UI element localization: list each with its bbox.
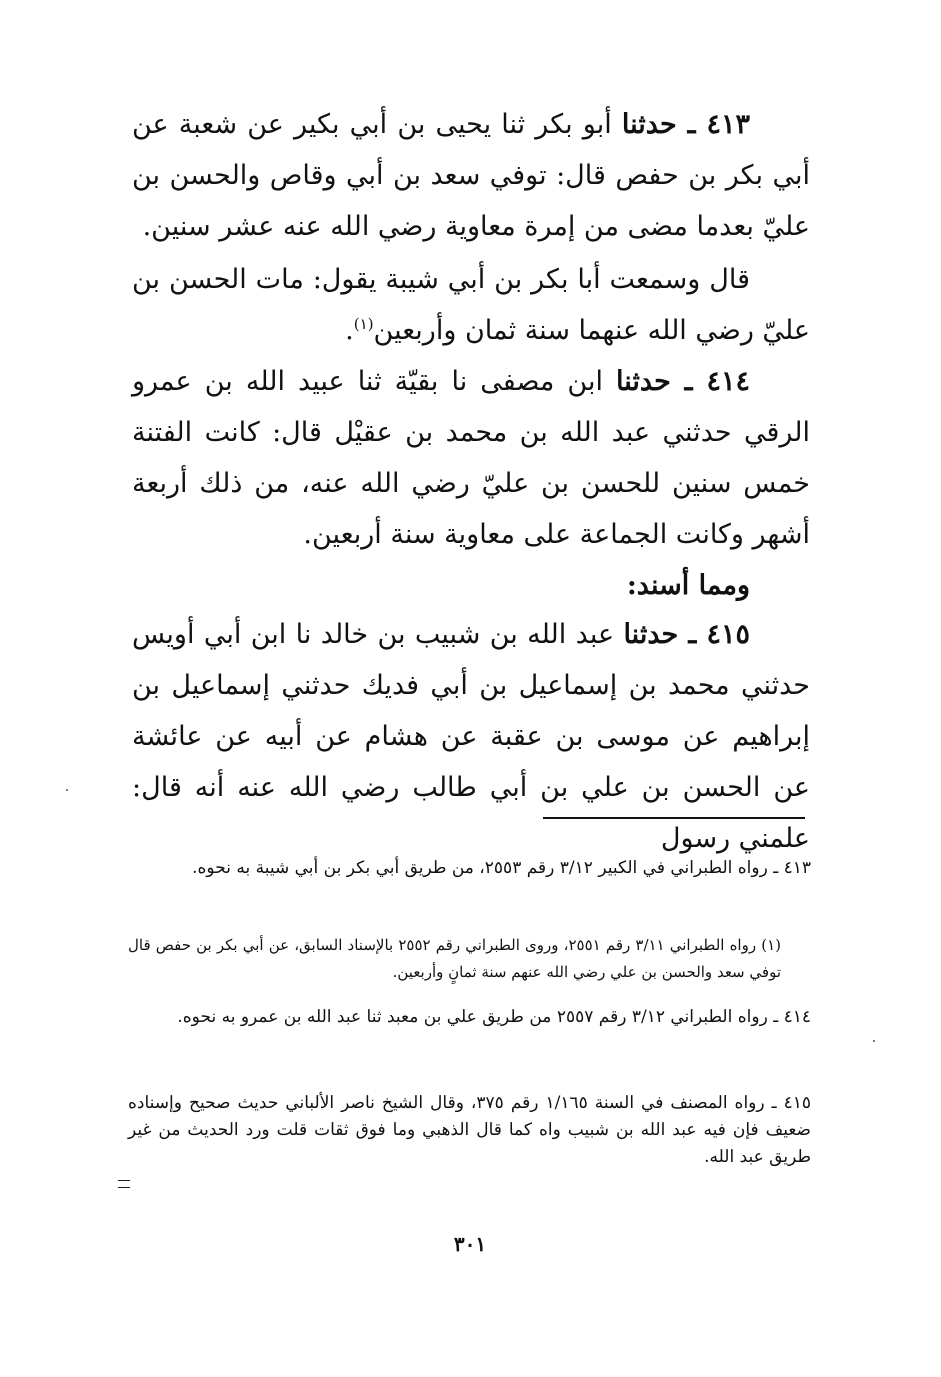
footnote-text: ٤١٤ ـ رواه الطبراني ٣/١٢ رقم ٢٥٥٧ من طريق علي بن معبد ثنا عبد الله بن عمرو به نحوه. <box>177 1007 811 1027</box>
footnote-separator <box>543 817 805 819</box>
footnote-text: (١) رواه الطبراني ٣/١١ رقم ٢٥٥١، وروى الطبراني رقم ٢٥٥٢ بالإسناد السابق، عن أبي بكر بن حفص قال توفي سعد والحسن بن علي رضي الله عنهم سنة ثمانٍ وأربعين. <box>128 936 781 981</box>
main-text <box>132 99 810 252</box>
scan-speck <box>66 789 68 791</box>
footnote-414 <box>128 1004 811 1031</box>
page-number: ٣٠١ <box>453 1232 487 1256</box>
main-text-2 <box>132 254 810 356</box>
scan-speck <box>873 1040 875 1042</box>
quote-paragraph <box>132 254 810 356</box>
section-heading: ومما أسند: <box>626 570 750 601</box>
hadith-number: ٤١٤ ـ حدثنا <box>616 366 750 397</box>
quote-end: . <box>345 315 354 346</box>
footnote-text: ٤١٣ ـ رواه الطبراني في الكبير ٣/١٢ رقم ٢٥٥٣، من طريق أبي بكر بن أبي شيبة به نحوه. <box>192 858 811 878</box>
footnote-marker: (١) <box>353 315 374 333</box>
quote-text: قال وسمعت أبا بكر بن أبي شيبة يقول: مات الحسن بن عليّ رضي الله عنهما سنة ثمان وأربعين <box>132 264 810 346</box>
hadith-number: ٤١٥ ـ حدثنا <box>623 619 751 650</box>
footnote-1 <box>128 932 811 986</box>
hadith-text: أبو بكر ثنا يحيى بن أبي بكير عن شعبة عن أبي بكر بن حفص قال: توفي سعد بن أبي وقاص والحسن بن عليّ بعدما مضى من إمرة معاوية رضي الله عنه عشر سنين. <box>132 109 810 242</box>
hadith-415 <box>132 609 810 864</box>
main-text-3 <box>132 356 810 611</box>
margin-mark <box>118 1180 130 1188</box>
hadith-414 <box>132 356 810 560</box>
main-text-4 <box>132 609 810 864</box>
hadith-text: عبد الله بن شبيب بن خالد نا ابن أبي أويس حدثني محمد بن إسماعيل بن أبي فديك حدثني إسماعيل بن إبراهيم عن موسى بن عقبة عن هشام عن أبيه عن عائشة عن الحسن بن علي بن أبي طالب رضي الله عنه أنه قال: علمني رسول <box>132 619 810 854</box>
hadith-number: ٤١٣ ـ حدثنا <box>621 109 750 140</box>
footnote-413 <box>128 855 811 882</box>
hadith-413 <box>132 99 810 252</box>
hadith-text: ابن مصفى نا بقيّة ثنا عبيد الله بن عمرو الرقي حدثني عبد الله بن محمد بن عقيْل قال: كانت الفتنة خمس سنين للحسن بن عليّ رضي الله عنه، من ذلك أربعة أشهر وكانت الجماعة على معاوية سنة أربعين. <box>132 366 810 550</box>
footnote-415 <box>128 1090 811 1171</box>
footnote-text: ٤١٥ ـ رواه المصنف في السنة ١/١٦٥ رقم ٣٧٥، وقال الشيخ ناصر الألباني حديث صحيح وإسناده ضعيف فإن فيه عبد الله بن شبيب واه كما قال الذهبي وما فوق ثقات قلت ورد الحديث من غير طريق عبد الله. <box>128 1093 811 1167</box>
